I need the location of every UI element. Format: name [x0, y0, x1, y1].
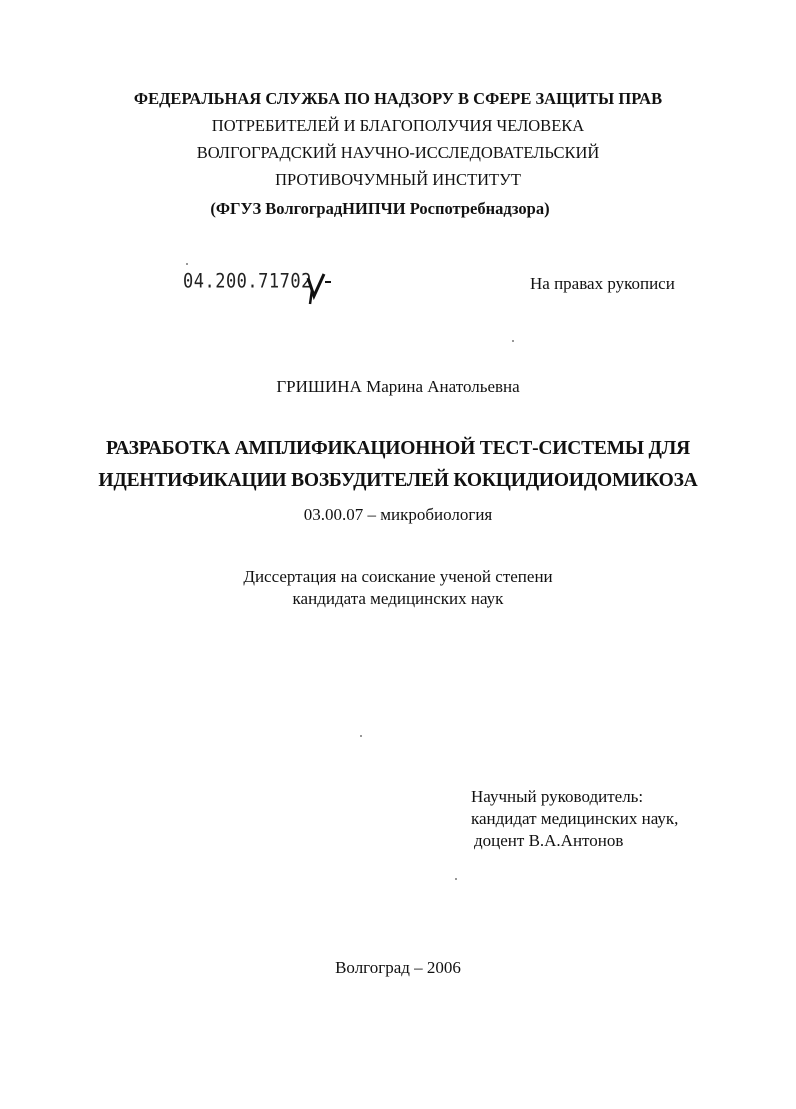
dissertation-title-line-1: РАЗРАБОТКА АМПЛИФИКАЦИОННОЙ ТЕСТ-СИСТЕМЫ ДЛЯ [106, 438, 690, 459]
header-line-4: ПРОТИВОЧУМНЫЙ ИНСТИТУТ [275, 170, 521, 189]
place-year: Волгоград – 2006 [335, 958, 461, 977]
header-line-3: ВОЛГОГРАДСКИЙ НАУЧНО-ИССЛЕДОВАТЕЛЬСКИЙ [196, 143, 600, 162]
dissertation-title-line-2: ИДЕНТИФИКАЦИИ ВОЗБУДИТЕЛЕЙ КОКЦИДИОИДОМИКОЗА [98, 470, 698, 491]
supervisor-name: доцент В.А.Антонов [474, 831, 624, 850]
header-line-1: ФЕДЕРАЛЬНАЯ СЛУЖБА ПО НАДЗОРУ В СФЕРЕ ЗАЩИТЫ ПРАВ [133, 89, 663, 108]
handwritten-mark-icon [298, 268, 332, 306]
specialty-code: 03.00.07 – микробиология [303, 505, 493, 524]
scan-speck [455, 878, 457, 880]
scan-speck [186, 263, 188, 265]
header-line-2: ПОТРЕБИТЕЛЕЙ И БЛАГОПОЛУЧИЯ ЧЕЛОВЕКА [211, 116, 585, 135]
scan-speck [360, 735, 362, 737]
header-line-5: (ФГУЗ ВолгоградНИПЧИ Роспотребнадзора) [210, 199, 550, 218]
registration-stamp-number: 04.200.71702 [183, 270, 312, 293]
dissertation-line-1: Диссертация на соискание ученой степени [243, 567, 553, 586]
rights-notice: На правах рукописи [530, 274, 675, 293]
supervisor-degree: кандидат медицинских наук, [471, 809, 679, 828]
scan-speck [512, 340, 514, 342]
author-name: ГРИШИНА Марина Анатольевна [276, 377, 520, 396]
supervisor-label: Научный руководитель: [471, 787, 644, 806]
dissertation-line-2: кандидата медицинских наук [292, 589, 504, 608]
